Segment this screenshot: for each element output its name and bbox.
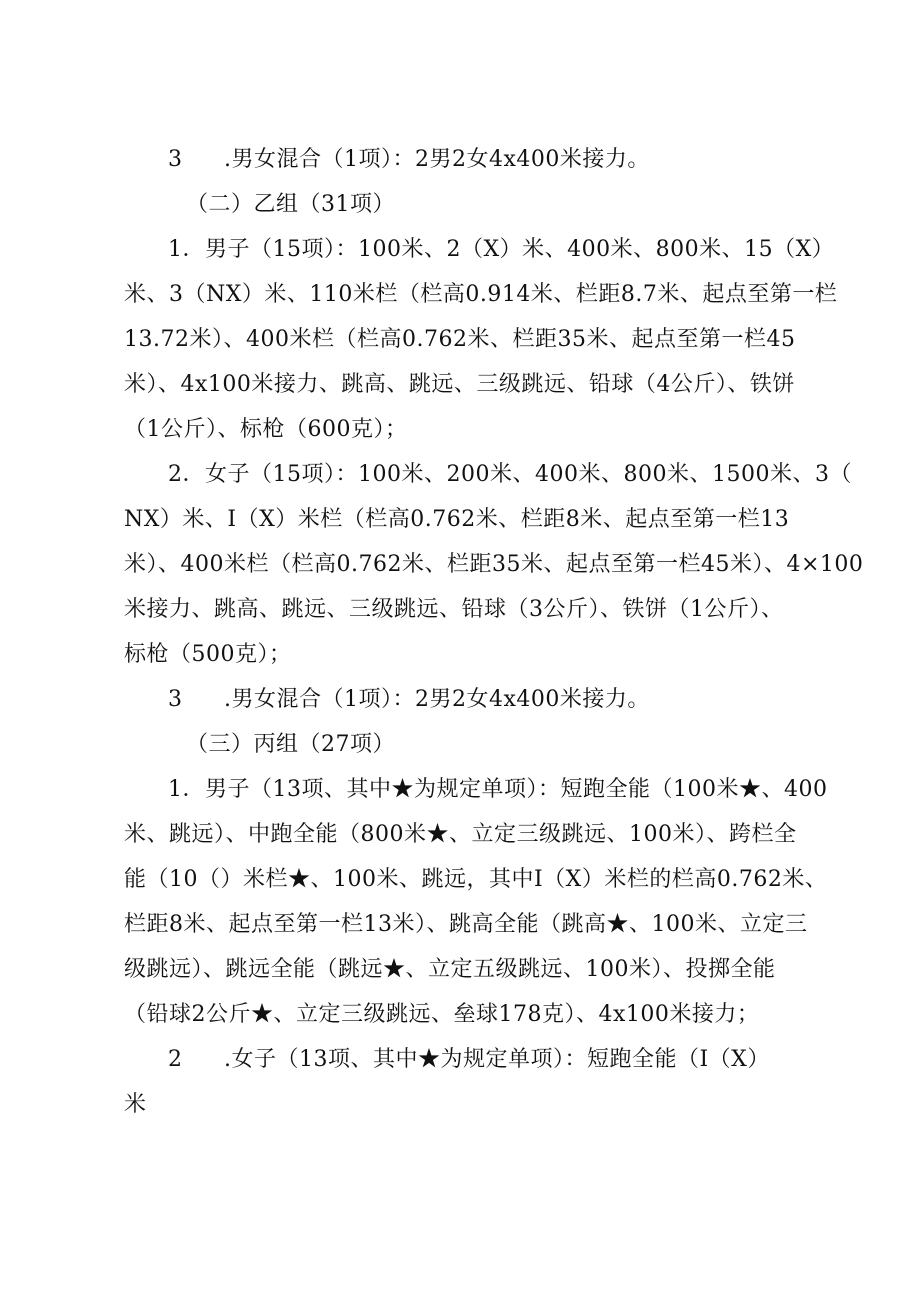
- item-number: 2: [168, 1047, 183, 1072]
- paragraph-line: 级跳远）、跳远全能（跳远★、立定五级跳远、100米）、投掷全能: [124, 957, 776, 982]
- item-number: 3: [168, 147, 183, 172]
- paragraph-line: 米: [124, 1092, 147, 1117]
- paragraph-line: 米）、4x100米接力、跳高、跳远、三级跳远、铅球（4公斤）、铁饼: [124, 372, 795, 397]
- paragraph-line: （铅球2公斤★、立定三级跳远、垒球178克）、4x100米接力；: [124, 1002, 760, 1027]
- paragraph-line: 米）、400米栏（栏高0.762米、栏距35米、起点至第一栏45米）、4×100: [124, 552, 864, 577]
- paragraph-line: 1．男子（15项）：100米、2（X）米、400米、800米、15（X）: [168, 237, 835, 262]
- paragraph-line: NX）米、I（X）米栏（栏高0.762米、栏距8米、起点至第一栏13: [124, 507, 790, 532]
- line-text: .男女混合（1项）：2男2女4x400米接力。: [224, 147, 650, 172]
- item-number: 3: [168, 687, 183, 712]
- paragraph-line: 米、跳远）、中跑全能（800米★、立定三级跳远、100米）、跨栏全: [124, 822, 797, 847]
- paragraph-line: 能（10（）米栏★、100米、跳远，其中I（X）米栏的栏高0.762米、: [124, 867, 828, 892]
- section-heading: （二）乙组（31项）: [186, 192, 395, 217]
- paragraph-line: 栏距8米、起点至第一栏13米）、跳高全能（跳高★、100米、立定三: [124, 912, 808, 937]
- line-text: .女子（13项、其中★为规定单项）：短跑全能（I（X）: [224, 1047, 770, 1072]
- paragraph-line: 2．女子（15项）：100米、200米、400米、800米、1500米、3（: [168, 462, 852, 487]
- paragraph-line: [168, 685, 858, 715]
- paragraph-line: 1．男子（13项、其中★为规定单项）：短跑全能（100米★、400: [168, 777, 828, 802]
- paragraph-line: 米接力、跳高、跳远、三级跳远、铅球（3公斤）、铁饼（1公斤）、: [124, 597, 784, 622]
- paragraph-line: 标枪（500克）；: [124, 642, 292, 667]
- paragraph-line: 13.72米）、400米栏（栏高0.762米、栏距35米、起点至第一栏45: [124, 327, 796, 352]
- paragraph-line: [168, 145, 858, 175]
- section-heading: （三）丙组（27项）: [186, 732, 395, 757]
- paragraph-line: （1公斤）、标枪（600克）；: [124, 417, 408, 442]
- paragraph-line: [168, 1045, 858, 1075]
- line-text: .男女混合（1项）：2男2女4x400米接力。: [224, 687, 650, 712]
- paragraph-line: 米、3（NX）米、110米栏（栏高0.914米、栏距8.7米、起点至第一栏: [124, 282, 838, 307]
